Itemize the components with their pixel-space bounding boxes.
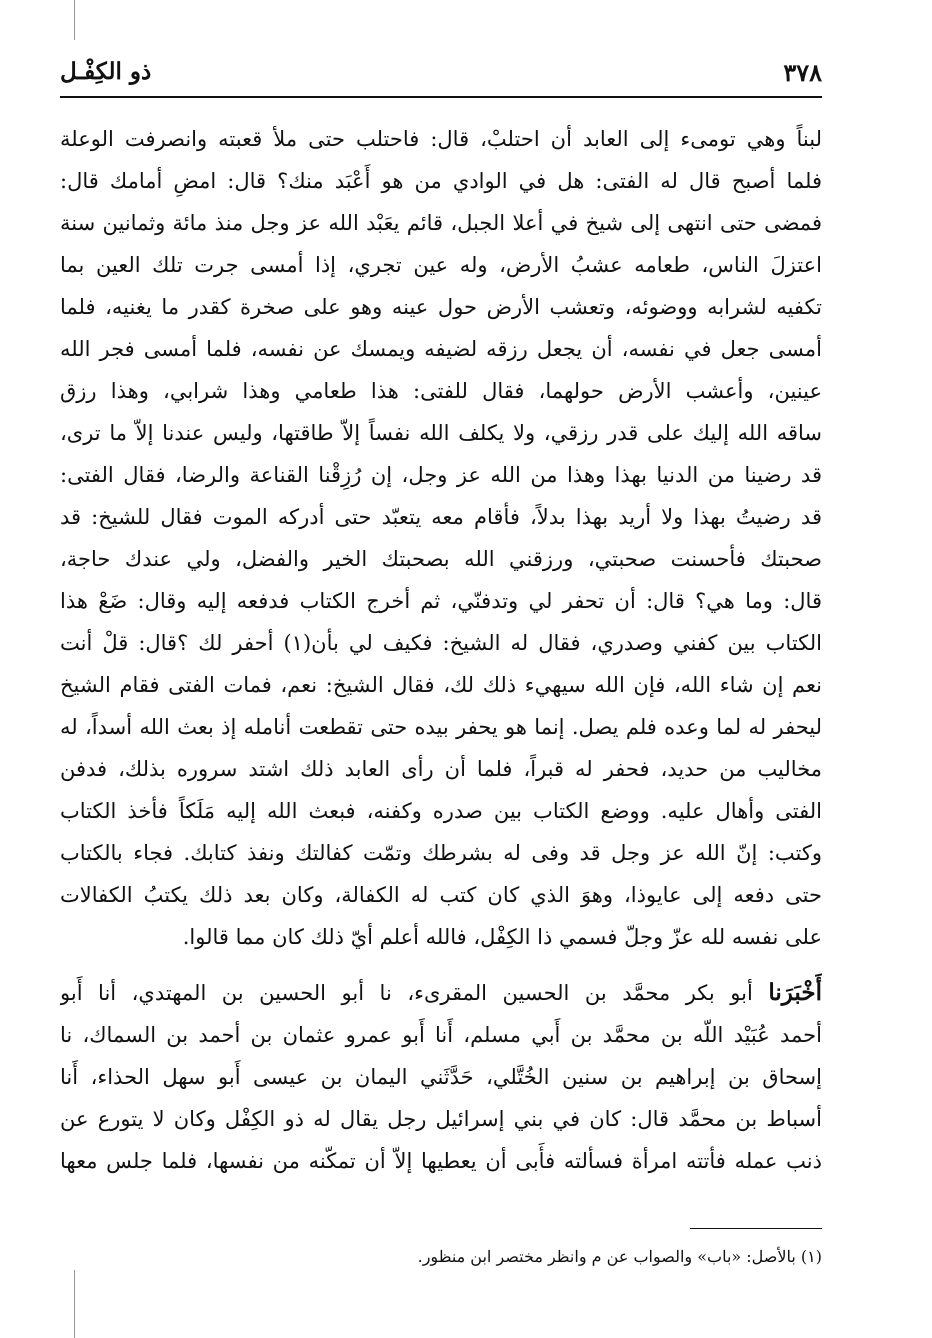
text-line: ذنب عمله فأتته امرأة فسألته فأَبى أن يعطيها إلاّ أن تمكّنه من نفسها، فلما جلس معها [60,1149,822,1173]
text-line: صحبتك فأحسنت صحبتي، ورزقني الله بصحبتك الخير والفضل، ولي عندك حاجة، [60,547,822,571]
text-line: أسباط بن محمَّد قال: كان في بني إسرائيل رجل يقال له ذو الكِفْل وكان لا يتورع عن [60,1107,822,1131]
text-line: الكتاب بين كفني وصدري، فقال له الشيخ: فكيف لي بأن(١) أحفر لك ؟قال: قلْ أنت [60,631,822,655]
text-line: قد رضينا من الدنيا بهذا وهذا من الله عز وجل، إن رُزِقْنا القناعة والرضا، فقال الفتى: [60,463,822,487]
body-text [60,118,822,1182]
margin-rule-bottom [74,1270,75,1338]
text-line: نعم إن شاء الله، فإن الله سيهيء ذلك لك، فقال الشيخ: نعم، فمات الفتى فقام الشيخ [60,673,822,697]
text-line: أحمد عُبَيْد اللّه بن محمَّد بن أَبي مسلم، أَنا أَبو عمرو عثمان بن أحمد بن السماك، نا [60,1023,822,1047]
running-title: ذو الكِفْـل [60,58,152,85]
text-line-rest: أبو بكر محمَّد بن الحسين المقرىء، نا أبو الحسين بن المهتدي، أنا أَبو [60,981,753,1005]
text-line: قال: وما هي؟ قال: أن تحفر لي وتدفنّي، ثم أخرج الكتاب فدفعه إليه وقال: ضَعْ هذا [60,589,822,613]
margin-rule-top [74,0,75,40]
text-line: على نفسه لله عزّ وجلّ فسمي ذا الكِفْل، فالله أعلم أيّ ذلك كان مما قالوا. [182,925,822,949]
text-line: الفتى وأهال عليه. ووضع الكتاب بين صدره وكفنه، فبعث الله إليه مَلَكاً فأخذ الكتاب [60,799,822,823]
text-line [60,972,822,1014]
footnote-separator [690,1228,822,1229]
text-line: ليحفر له لما وعده فلم يصل. إنما هو يحفر بيده حتى تقطعت أنامله إذ بعث الله أسداً، له [60,715,822,739]
paragraph-2 [60,972,822,1182]
text-line: فمضى حتى انتهى إلى شيخ في أعلا الجبل، قائم يعَبْد الله عز وجل منذ مائة وثمانين سنة [60,211,822,235]
footnote: (١) بالأصل: «باب» والصواب عن م وانظر مختصر ابن منظور. [417,1247,822,1266]
paragraph-gap [60,958,822,972]
text-line: فلما أصبح قال له الفتى: هل في الوادي من هو أَعْبَد منك؟ قال: امضِ أمامك قال: [60,169,822,193]
text-line: مخاليب من حديد، فحفر له قبراً، فلما أن رأى العابد ذلك اشتد سروره بذلك، فدفن [60,757,822,781]
text-line: عينين، وأعشب الأرض حولهما، فقال للفتى: هذا طعامي وهذا شرابي، وهذا رزق [60,379,822,403]
text-line: ساقه الله إليك على قدر رزقي، ولا يكلف الله نفساً إلاّ طاقتها، وليس عندنا إلاّ ما ترى، [60,421,822,445]
paragraph-lead-word: أَخْبَرَنا [768,979,822,1006]
paragraph-1 [60,118,822,958]
text-line: اعتزلَ الناس، طعامه عشبُ الأرض، وله عين تجري، إذا أمسى جرت تلك العين بما [60,253,822,277]
text-line: قد رضيتُ بهذا ولا أريد بهذا بدلاً، فأقام معه يتعبّد حتى أدركه الموت فقال للشيخ: قد [60,505,822,529]
text-line: تكفيه لشرابه ووضوئه، وتعشب الأرض حول عينه وهو على صخرة كقدر ما يغنيه، فلما [60,295,822,319]
text-line: أمسى جعل في نفسه، أن يجعل رزقه لضيفه ويمسك عن نفسه، فلما أمسى فجر الله [60,337,822,361]
text-line: حتى دفعه إلى عايوذا، وهوَ الذي كان كتب له الكفالة، وكان بعد ذلك يكتبُ الكفالات [60,883,822,907]
text-line: لبناً وهي تومىء إلى العابد أن احتلبْ، قال: فاحتلب حتى ملأ قعبته وانصرفت الوعلة [60,127,822,151]
page-number: ٣٧٨ [783,58,822,87]
text-line: إسحاق بن إبراهيم بن سنين الخُتَّلي، حَدَّثَني اليمان بن عيسى أَبو سهل الحذاء، أَنا [60,1065,822,1089]
page-header [60,52,822,98]
text-line: وكتب: إنّ الله عز وجل قد وفى له بشرطك وتمّت كفالتك ونفذ كتابك. فجاء بالكتاب [60,841,822,865]
